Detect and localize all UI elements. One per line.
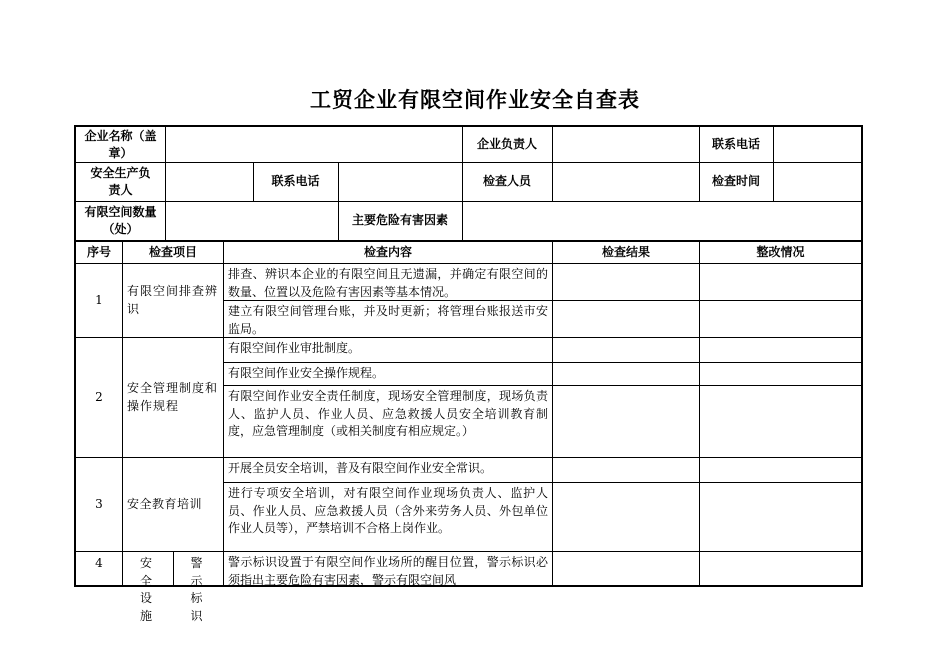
- label-safety-head: 安全生产负责人: [90, 165, 151, 197]
- phone-1-field[interactable]: [774, 127, 861, 162]
- col-header-item: 检查项目: [148, 245, 197, 259]
- label-hazards: 主要危险有害因素: [351, 213, 448, 227]
- row-3-content-2: 进行专项安全培训，对有限空间作业现场负责人、监护人员、作业人员、应急救援人员（含外来劳务人员、外包单位作业人员等），严禁培训不合格上岗作业。: [228, 486, 548, 535]
- col-header-rectify: 整改情况: [756, 245, 805, 259]
- row-2-content-1: 有限空间作业审批制度。: [228, 341, 361, 355]
- label-company-name: 企业名称（盖章）: [84, 128, 157, 160]
- row-4-content-1: 警示标识设置于有限空间作业场所的醒目位置，警示标识必须指出主要危险有害因素，警示有限空间风: [228, 555, 548, 587]
- row-1-content-2: 建立有限空间管理台账，并及时更新；将管理台账报送市安监局。: [228, 304, 548, 336]
- space-count-field[interactable]: [166, 201, 338, 240]
- company-head-field[interactable]: [553, 127, 699, 162]
- row-4-number: 4: [95, 556, 103, 570]
- row-2-content-3: 有限空间作业安全责任制度，现场安全管理制度，现场负责人、监护人员、作业人员、应急救援人员安全培训教育制度，应急管理制度（或相关制度有相应规定。）: [228, 389, 548, 438]
- row-2-content-2: 有限空间作业安全操作规程。: [228, 366, 385, 380]
- row-3-item: 安全教育培训: [127, 496, 203, 511]
- label-inspect-time: 检查时间: [711, 174, 760, 188]
- inspect-time-field[interactable]: [774, 162, 861, 201]
- company-name-field[interactable]: [166, 127, 462, 162]
- col-header-no: 序号: [86, 245, 111, 259]
- row-3-content-1: 开展全员安全培训，普及有限空间作业安全常识。: [228, 461, 493, 475]
- page-title: 工贸企业有限空间作业安全自查表: [310, 87, 640, 112]
- row-2-item: 安全管理制度和操作规程: [127, 381, 219, 413]
- label-company-head: 企业负责人: [476, 137, 537, 151]
- row-4-subitem: 警示标识: [190, 556, 207, 623]
- safety-head-field[interactable]: [166, 162, 253, 201]
- row-1-content-1: 排查、辨识本企业的有限空间且无遗漏，并确定有限空间的数量、位置以及危险有害因素等基本情况。: [228, 267, 548, 299]
- hazards-field[interactable]: [463, 201, 861, 240]
- label-phone-1: 联系电话: [711, 137, 760, 151]
- row-4-item: 安全设施: [139, 556, 156, 623]
- row-2-number: 2: [95, 389, 103, 404]
- label-inspector: 检查人员: [482, 174, 531, 188]
- label-phone-2: 联系电话: [271, 174, 320, 188]
- col-header-content: 检查内容: [363, 245, 412, 259]
- row-1-number: 1: [95, 292, 103, 307]
- phone-2-field[interactable]: [339, 162, 462, 201]
- row-3-number: 3: [95, 496, 103, 511]
- col-header-result: 检查结果: [601, 245, 650, 259]
- row-1-item: 有限空间排查辨识: [127, 284, 219, 316]
- label-space-count: 有限空间数量（处）: [84, 204, 157, 236]
- inspector-field[interactable]: [553, 162, 699, 201]
- self-check-table: [74, 125, 863, 623]
